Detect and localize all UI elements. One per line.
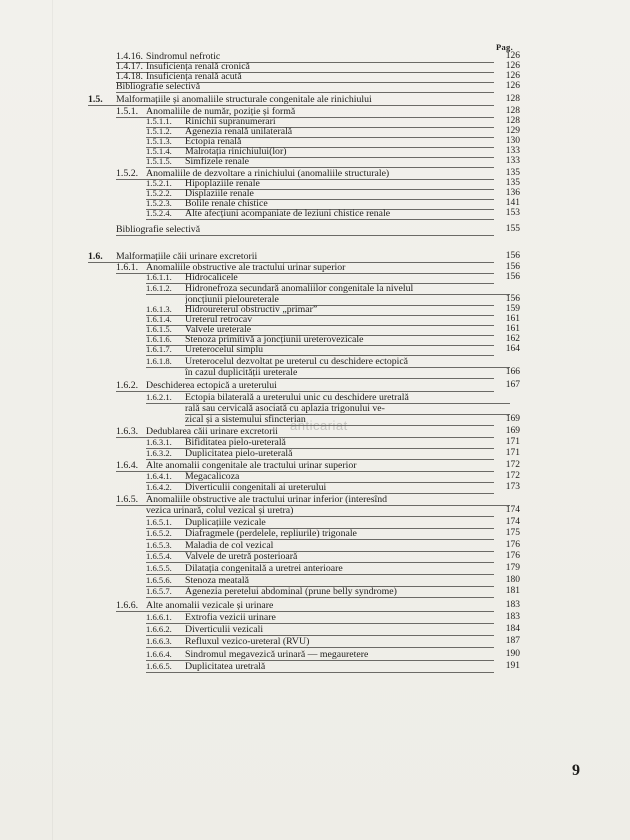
toc-entry-number: 1.6.5.2. bbox=[146, 528, 172, 538]
toc-entry bbox=[146, 208, 520, 219]
toc-entry-number: 1.6.6.5. bbox=[146, 661, 172, 671]
toc-entry bbox=[185, 403, 520, 414]
toc-entry-title: Alte anomalii vezicale și urinare bbox=[146, 600, 274, 611]
toc-entry-page: 190 bbox=[505, 649, 520, 659]
toc-entry-page: 176 bbox=[505, 551, 520, 561]
toc-entry bbox=[146, 272, 520, 283]
toc-entry-underline bbox=[146, 597, 494, 598]
toc-entry bbox=[185, 367, 520, 378]
toc-entry-title: zical și a sistemului sfincterian bbox=[185, 414, 306, 425]
toc-entry-title: Duplicitatea pielo-ureterală bbox=[185, 448, 293, 459]
toc-entry-number: 1.6.1.8. bbox=[146, 356, 172, 366]
toc-entry bbox=[116, 600, 520, 611]
page-column-header: Pag. bbox=[496, 42, 514, 52]
toc-entry-number: 1.5.1.2. bbox=[146, 126, 172, 136]
toc-entry-underline bbox=[185, 378, 494, 379]
toc-entry-number: 1.6.1.2. bbox=[146, 283, 172, 293]
toc-entry-number: 1.4.16. bbox=[116, 51, 143, 62]
toc-entry-number: 1.6.5.6. bbox=[146, 575, 172, 585]
toc-entry-page: 135 bbox=[505, 168, 520, 178]
toc-entry-page: 171 bbox=[505, 437, 520, 447]
toc-entry-page: 128 bbox=[505, 94, 520, 104]
toc-entry-number: 1.6.5.5. bbox=[146, 563, 172, 573]
toc-entry-page: 156 bbox=[505, 294, 520, 304]
toc-entry-number: 1.5.1. bbox=[116, 106, 139, 117]
toc-entry-title: Dilatația congenitală a uretrei anterioare bbox=[185, 563, 343, 574]
toc-entry-number: 1.5.2.2. bbox=[146, 188, 172, 198]
toc-entry-page: 167 bbox=[505, 380, 520, 390]
toc-entry-title: Alte afecțiuni acompaniate de leziuni chistice renale bbox=[185, 208, 391, 219]
toc-entry bbox=[146, 661, 520, 672]
toc-entry bbox=[185, 414, 520, 425]
toc-entry-number: 1.6.4. bbox=[116, 460, 139, 471]
toc-entry-page: 126 bbox=[505, 61, 520, 71]
toc-entry-underline bbox=[146, 219, 494, 220]
toc-entry-title: Insuficiența renală cronică bbox=[146, 61, 250, 72]
toc-entry-title: Ectopia bilaterală a ureterului unic cu deschidere uretrală bbox=[185, 392, 409, 403]
toc-entry-title: Hidronefroza secundară anomaliilor congenitale la nivelul bbox=[185, 283, 414, 294]
toc-entry-number: 1.6.5.7. bbox=[146, 586, 172, 596]
toc-entry-number: 1.6.4.1. bbox=[146, 471, 172, 481]
toc-entry-title: Duplicațiile vezicale bbox=[185, 517, 266, 528]
toc-entry-title: Valvele ureterale bbox=[185, 324, 252, 335]
toc-entry-page: 133 bbox=[505, 156, 520, 166]
toc-entry-page: 172 bbox=[505, 460, 520, 470]
toc-entry-page: 174 bbox=[505, 517, 520, 527]
toc-entry bbox=[146, 586, 520, 597]
toc-entry-number: 1.5.2.1. bbox=[146, 178, 172, 188]
toc-entry bbox=[146, 636, 520, 647]
toc-entry-title: Displaziile renale bbox=[185, 188, 254, 199]
toc-entry-page: 129 bbox=[505, 126, 520, 136]
toc-entry-number: 1.6.1.1. bbox=[146, 272, 172, 282]
toc-entry bbox=[116, 494, 520, 505]
toc-entry-title: Duplicitatea uretrală bbox=[185, 661, 266, 672]
toc-entry-title: rală sau cervicală asociată cu aplazia trigonului ve- bbox=[185, 403, 385, 414]
toc-entry-number: 1.5.2.3. bbox=[146, 198, 172, 208]
toc-entry bbox=[146, 528, 520, 539]
toc-entry-title: Stenoza primitivă a joncțiunii ureterovezicale bbox=[185, 334, 364, 345]
toc-entry-number: 1.5.1.3. bbox=[146, 136, 172, 146]
toc-entry-page: 184 bbox=[505, 624, 520, 634]
toc-entry-page: 174 bbox=[505, 505, 520, 515]
page-shadow bbox=[52, 0, 53, 840]
toc-entry bbox=[146, 540, 520, 551]
toc-entry-title: Ectopia renală bbox=[185, 136, 242, 147]
toc-entry-number: 1.5.1.1. bbox=[146, 116, 172, 126]
toc-entry bbox=[146, 448, 520, 459]
toc-entry-page: 155 bbox=[505, 224, 520, 234]
toc-entry-title: Rinichii supranumerari bbox=[185, 116, 276, 127]
toc-entry-title: Deschiderea ectopică a ureterului bbox=[146, 380, 277, 391]
toc-entry bbox=[146, 437, 520, 448]
toc-entry-number: 1.6.6.3. bbox=[146, 636, 172, 646]
toc-entry-page: 128 bbox=[505, 116, 520, 126]
toc-entry bbox=[116, 460, 520, 471]
toc-entry-page: 181 bbox=[505, 586, 520, 596]
toc-entry-page: 126 bbox=[505, 71, 520, 81]
toc-entry bbox=[146, 551, 520, 562]
toc-entry-number: 1.6.3. bbox=[116, 426, 139, 437]
toc-entry-page: 161 bbox=[505, 324, 520, 334]
toc-entry bbox=[116, 81, 520, 92]
toc-entry-underline bbox=[116, 92, 494, 93]
toc-entry-title: Agenezia renală unilaterală bbox=[185, 126, 293, 137]
toc-entry-page: 126 bbox=[505, 51, 520, 61]
toc-entry-number: 1.6.5.4. bbox=[146, 551, 172, 561]
toc-entry-number: 1.6.6.2. bbox=[146, 624, 172, 634]
toc-entry-title: Bifiditatea pielo-ureterală bbox=[185, 437, 286, 448]
toc-entry-page: 156 bbox=[505, 272, 520, 282]
toc-entry-page: 175 bbox=[505, 528, 520, 538]
toc-entry bbox=[146, 392, 520, 403]
toc-entry bbox=[146, 575, 520, 586]
toc-entry-number: 1.5.2. bbox=[116, 168, 139, 179]
toc-entry-underline bbox=[146, 672, 494, 673]
toc-entry-title: joncțiunii pieloureterale bbox=[185, 294, 279, 305]
toc-entry-title: Alte anomalii congenitale ale tractului urinar superior bbox=[146, 460, 357, 471]
toc-entry-title: Hidrocalicele bbox=[185, 272, 238, 283]
toc-entry-number: 1.6.5.3. bbox=[146, 540, 172, 550]
toc-entry-title: Malrotația rinichiului(lor) bbox=[185, 146, 287, 157]
toc-entry-title: Anomaliile de număr, poziție și formă bbox=[146, 106, 296, 117]
toc-entry-page: 166 bbox=[505, 367, 520, 377]
toc-entry-title: Bibliografie selectivă bbox=[116, 224, 201, 235]
toc-entry-title: Ureterocelul dezvoltat pe ureterul cu deschidere ectopică bbox=[185, 356, 409, 367]
toc-entry-page: 171 bbox=[505, 448, 520, 458]
toc-entry-title: Agenezia peretelui abdominal (prune belly syndrome) bbox=[185, 586, 397, 597]
toc-entry bbox=[146, 517, 520, 528]
toc-entry bbox=[146, 563, 520, 574]
toc-entry-title: vezica urinară, colul vezical și uretra) bbox=[146, 505, 294, 516]
toc-entry-page: 169 bbox=[505, 426, 520, 436]
toc-entry bbox=[146, 156, 520, 167]
toc-entry-number: 1.6.6.1. bbox=[146, 612, 172, 622]
toc-entry-title: Simfizele renale bbox=[185, 156, 249, 167]
toc-entry-page: 179 bbox=[505, 563, 520, 573]
toc-entry-title: Malformațiile și anomaliile structurale congenitale ale rinichiului bbox=[116, 94, 372, 105]
toc-entry-page: 135 bbox=[505, 178, 520, 188]
toc-entry bbox=[116, 224, 520, 235]
toc-entry-page: 169 bbox=[505, 414, 520, 424]
toc-entry-underline bbox=[146, 647, 494, 648]
toc-entry bbox=[146, 471, 520, 482]
watermark: anticariat bbox=[290, 418, 348, 433]
toc-entry bbox=[88, 251, 520, 262]
toc-entry-page: 156 bbox=[505, 262, 520, 272]
toc-entry-title: Ureterocelul simplu bbox=[185, 344, 264, 355]
toc-entry-number: 1.5. bbox=[88, 94, 103, 105]
toc-entry-title: Dedublarea căii urinare excretorii bbox=[146, 426, 278, 437]
toc-entry bbox=[146, 649, 520, 660]
toc-entry-page: 180 bbox=[505, 575, 520, 585]
toc-entry-number: 1.5.1.4. bbox=[146, 146, 172, 156]
toc-entry-number: 1.6. bbox=[88, 251, 103, 262]
toc-entry-number: 1.5.2.4. bbox=[146, 208, 172, 218]
toc-entry-number: 1.6.1. bbox=[116, 262, 139, 273]
toc-entry-number: 1.6.2. bbox=[116, 380, 139, 391]
toc-entry-page: 128 bbox=[505, 106, 520, 116]
toc-entry-number: 1.6.2.1. bbox=[146, 392, 172, 402]
toc-entry-page: 141 bbox=[505, 198, 520, 208]
toc-entry-page: 161 bbox=[505, 314, 520, 324]
toc-entry-title: Refluxul vezico-ureteral (RVU) bbox=[185, 636, 310, 647]
toc-entry-title: Insuficiența renală acută bbox=[146, 71, 242, 82]
toc-entry bbox=[146, 344, 520, 355]
toc-entry-title: Megacalicoza bbox=[185, 471, 240, 482]
toc-entry bbox=[146, 356, 520, 367]
toc-entry-page: 183 bbox=[505, 612, 520, 622]
toc-entry-page: 187 bbox=[505, 636, 520, 646]
toc-entry-number: 1.6.6. bbox=[116, 600, 139, 611]
toc-entry-page: 133 bbox=[505, 146, 520, 156]
toc-entry-number: 1.6.5.1. bbox=[146, 517, 172, 527]
toc-entry bbox=[146, 505, 520, 516]
toc-entry-title: în cazul duplicității ureterale bbox=[185, 367, 298, 378]
toc-entry-title: Anomaliile de dezvoltare a rinichiului (anomaliile structurale) bbox=[146, 168, 390, 179]
toc-entry-title: Anomaliile obstructive ale tractului urinar superior bbox=[146, 262, 346, 273]
toc-entry-number: 1.6.3.2. bbox=[146, 448, 172, 458]
toc-entry-number: 1.6.1.6. bbox=[146, 334, 172, 344]
toc-entry-number: 1.6.6.4. bbox=[146, 649, 172, 659]
toc-entry-number: 1.6.1.3. bbox=[146, 304, 172, 314]
toc-entry-title: Bibliografie selectivă bbox=[116, 81, 201, 92]
toc-entry-number: 1.6.5. bbox=[116, 494, 139, 505]
toc-entry-title: Stenoza meatală bbox=[185, 575, 249, 586]
toc-entry-page: 183 bbox=[505, 600, 520, 610]
toc-entry-page: 164 bbox=[505, 344, 520, 354]
toc-entry-title: Diverticulii vezicali bbox=[185, 624, 264, 635]
toc-entry-title: Extrofia vezicii urinare bbox=[185, 612, 276, 623]
toc-entry bbox=[146, 482, 520, 493]
toc-entry-title: Malformațiile căii urinare excretorii bbox=[116, 251, 258, 262]
toc-entry-number: 1.4.18. bbox=[116, 71, 143, 82]
toc-entry-page: 172 bbox=[505, 471, 520, 481]
toc-entry-title: Ureterul retrocav bbox=[185, 314, 253, 325]
toc-entry-underline bbox=[116, 235, 494, 236]
toc-entry-page: 176 bbox=[505, 540, 520, 550]
toc-entry bbox=[146, 612, 520, 623]
toc-entry bbox=[88, 94, 520, 105]
toc-entry-number: 1.5.1.5. bbox=[146, 156, 172, 166]
page-number: 9 bbox=[572, 762, 580, 779]
toc-entry-title: Diverticulii congenitali ai ureterului bbox=[185, 482, 327, 493]
toc-entry-page: 153 bbox=[505, 208, 520, 218]
toc-entry-number: 1.6.4.2. bbox=[146, 482, 172, 492]
toc-entry-title: Valvele de uretră posterioară bbox=[185, 551, 298, 562]
toc-entry-title: Hidroureterul obstructiv „primar” bbox=[185, 304, 318, 315]
toc-entry-title: Anomaliile obstructive ale tractului urinar inferior (interesînd bbox=[146, 494, 388, 505]
toc-entry bbox=[116, 380, 520, 391]
toc-entry-page: 130 bbox=[505, 136, 520, 146]
toc-entry-number: 1.6.1.4. bbox=[146, 314, 172, 324]
toc-entry-title: Maladia de col vezical bbox=[185, 540, 274, 551]
toc-entry-page: 191 bbox=[505, 661, 520, 671]
toc-entry-number: 1.6.1.7. bbox=[146, 344, 172, 354]
toc-entry-title: Hipoplaziile renale bbox=[185, 178, 260, 189]
toc-entry-number: 1.6.1.5. bbox=[146, 324, 172, 334]
toc-entry-page: 159 bbox=[505, 304, 520, 314]
toc-entry-title: Bolile renale chistice bbox=[185, 198, 268, 209]
toc-entry-title: Diafragmele (perdelele, repliurile) trigonale bbox=[185, 528, 357, 539]
toc-entry-page: 126 bbox=[505, 81, 520, 91]
toc-entry-title: Sindromul megavezică urinară — megauretere bbox=[185, 649, 369, 660]
toc-entry-title: Sindromul nefrotic bbox=[146, 51, 221, 62]
toc-entry bbox=[146, 283, 520, 294]
toc-entry-page: 136 bbox=[505, 188, 520, 198]
toc-entry bbox=[146, 624, 520, 635]
toc-entry-number: 1.4.17. bbox=[116, 61, 143, 72]
toc-entry-page: 173 bbox=[505, 482, 520, 492]
toc-entry-number: 1.6.3.1. bbox=[146, 437, 172, 447]
toc-entry-page: 156 bbox=[505, 251, 520, 261]
toc-entry-page: 162 bbox=[505, 334, 520, 344]
